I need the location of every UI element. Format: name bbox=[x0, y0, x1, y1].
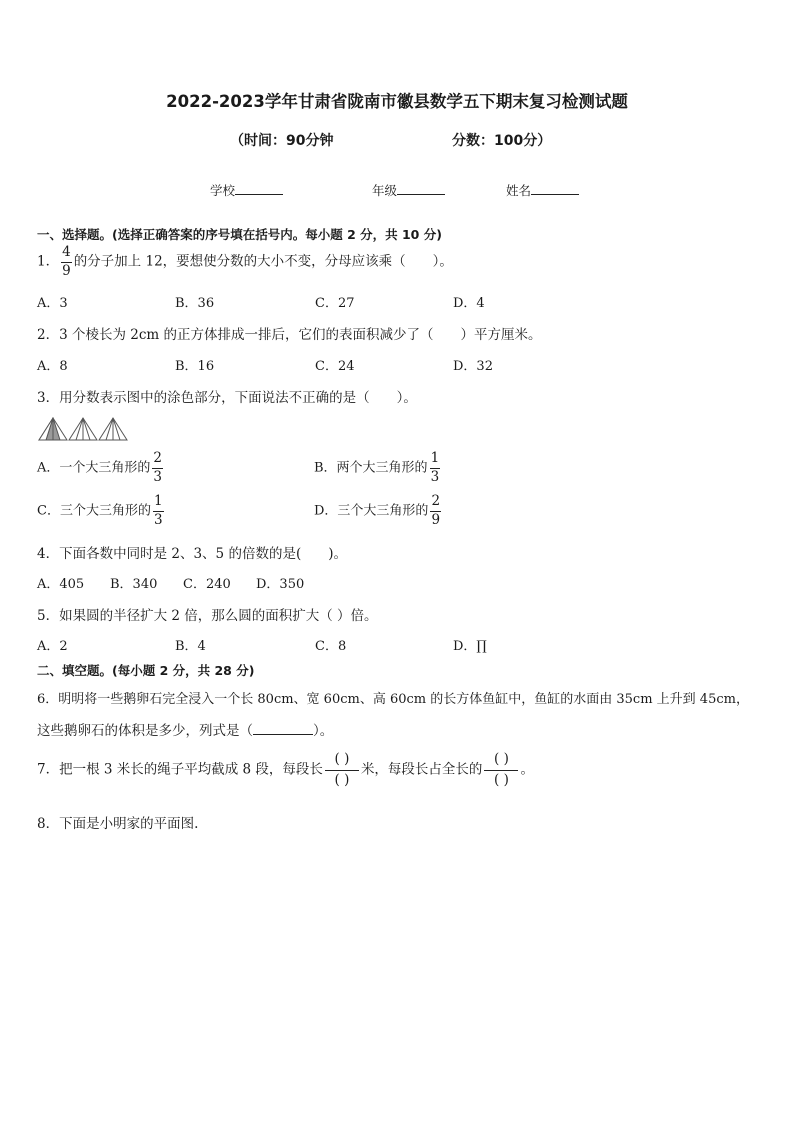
q6-line2-text: 这些鹅卵石的体积是多少，列式是（ bbox=[37, 723, 253, 739]
q1-option-b[interactable]: B．36 bbox=[175, 296, 215, 311]
triangles-figure bbox=[38, 417, 130, 441]
q2-option-b[interactable]: B．16 bbox=[175, 359, 215, 374]
q3-a-den: 3 bbox=[153, 468, 162, 485]
q7-blank2-den[interactable]: ( ) bbox=[484, 770, 518, 788]
school-field[interactable] bbox=[210, 181, 283, 199]
q4-option-c[interactable]: C．240 bbox=[183, 577, 231, 592]
question-7 bbox=[37, 753, 534, 787]
q3-option-b[interactable] bbox=[314, 452, 442, 484]
q1-option-d[interactable]: D．4 bbox=[453, 296, 485, 311]
q6-line2-end: ）。 bbox=[313, 723, 334, 739]
q3-c-den: 3 bbox=[153, 511, 163, 528]
grade-field[interactable] bbox=[372, 181, 445, 199]
q3-d-den: 9 bbox=[431, 511, 441, 528]
q3-option-d[interactable] bbox=[314, 495, 443, 527]
question-5: 5．如果圆的半径扩大 2 倍，那么圆的面积扩大（ ）倍。 bbox=[37, 608, 378, 624]
q2-option-a[interactable]: A．8 bbox=[37, 359, 68, 374]
question-2: 2．3 个棱长为 2cm 的正方体排成一排后，它们的表面积减少了（ ）平方厘米。 bbox=[37, 327, 542, 343]
q3-b-text: B．两个大三角形的 bbox=[314, 460, 428, 476]
q2-option-c[interactable]: C．24 bbox=[315, 359, 355, 374]
q7-blank1-num[interactable]: ( ) bbox=[334, 751, 350, 767]
q1-text: 的分子加上 12，要想使分数的大小不变，分母应该乘（ ）。 bbox=[73, 253, 453, 270]
section1-heading: 一、选择题。(选择正确答案的序号填在括号内。每小题 2 分，共 10 分) bbox=[37, 227, 442, 242]
q6-answer-blank[interactable] bbox=[253, 722, 313, 735]
q3-a-text: A．一个大三角形的 bbox=[37, 460, 151, 476]
q7-text-1: 7．把一根 3 米长的绳子平均截成 8 段，每段长 bbox=[37, 761, 323, 778]
q3-c-fraction bbox=[153, 495, 164, 527]
q3-c-text: C．三个大三角形的 bbox=[37, 503, 151, 519]
section2-heading: 二、填空题。(每小题 2 分，共 28 分) bbox=[37, 663, 255, 678]
q1-frac-num: 4 bbox=[62, 244, 71, 260]
q3-option-c[interactable] bbox=[37, 495, 166, 527]
grade-label: 年级 bbox=[372, 183, 398, 198]
exam-time: （时间：90分钟 bbox=[230, 133, 334, 149]
q3-c-num: 1 bbox=[153, 493, 163, 509]
q4-option-a[interactable]: A．405 bbox=[37, 577, 85, 592]
q7-blank2-num[interactable]: ( ) bbox=[494, 751, 509, 767]
q1-option-c[interactable]: C．27 bbox=[315, 296, 355, 311]
q7-text-2: 米，每段长占全长的 bbox=[360, 761, 483, 778]
question-6-line2 bbox=[37, 719, 333, 739]
q1-fraction bbox=[61, 246, 72, 278]
q5-option-d[interactable]: D．∏ bbox=[453, 639, 487, 654]
q2-option-d[interactable]: D．32 bbox=[453, 359, 493, 374]
name-label: 姓名 bbox=[506, 183, 532, 198]
q1-number: 1． bbox=[37, 253, 60, 270]
q3-option-a[interactable] bbox=[37, 452, 165, 484]
q1-option-a[interactable]: A．3 bbox=[37, 296, 68, 311]
q5-option-a[interactable]: A．2 bbox=[37, 639, 68, 654]
q7-text-3: 。 bbox=[520, 761, 534, 778]
q7-blank-fraction-1[interactable] bbox=[325, 753, 359, 787]
question-1 bbox=[37, 246, 453, 278]
q7-blank-fraction-2[interactable] bbox=[484, 753, 518, 787]
q4-option-d[interactable]: D．350 bbox=[256, 577, 305, 592]
grade-blank[interactable] bbox=[397, 182, 445, 195]
q5-option-b[interactable]: B．4 bbox=[175, 639, 206, 654]
q3-b-fraction bbox=[430, 452, 441, 484]
school-label: 学校 bbox=[210, 183, 236, 198]
name-field[interactable] bbox=[506, 181, 579, 199]
q1-frac-den: 9 bbox=[62, 262, 71, 279]
q3-d-num: 2 bbox=[431, 493, 441, 509]
name-blank[interactable] bbox=[531, 182, 579, 195]
q3-a-num: 2 bbox=[153, 450, 162, 466]
q7-blank1-den[interactable]: ( ) bbox=[325, 770, 359, 788]
school-blank[interactable] bbox=[235, 182, 283, 195]
exam-score: 分数：100分） bbox=[452, 133, 552, 149]
question-3: 3．用分数表示图中的涂色部分，下面说法不正确的是（ ）。 bbox=[37, 390, 417, 406]
q3-d-fraction bbox=[430, 495, 441, 527]
question-4: 4．下面各数中同时是 2、3、5 的倍数的是( )。 bbox=[37, 546, 347, 562]
q5-option-c[interactable]: C．8 bbox=[315, 639, 347, 654]
q3-a-fraction bbox=[152, 452, 163, 484]
q3-b-den: 3 bbox=[430, 468, 440, 485]
q3-d-text: D．三个大三角形的 bbox=[314, 503, 429, 519]
q4-option-b[interactable]: B．340 bbox=[110, 577, 158, 592]
q3-b-num: 1 bbox=[430, 450, 440, 466]
question-8: 8．下面是小明家的平面图. bbox=[37, 816, 199, 832]
exam-title: 2022-2023学年甘肃省陇南市徽县数学五下期末复习检测试题 bbox=[166, 92, 628, 111]
question-6-line1: 6．明明将一些鹅卵石完全浸入一个长 80cm、宽 60cm、高 60cm 的长方体鱼缸中，鱼缸的水面由 35cm 上升到 45cm， bbox=[37, 692, 749, 707]
